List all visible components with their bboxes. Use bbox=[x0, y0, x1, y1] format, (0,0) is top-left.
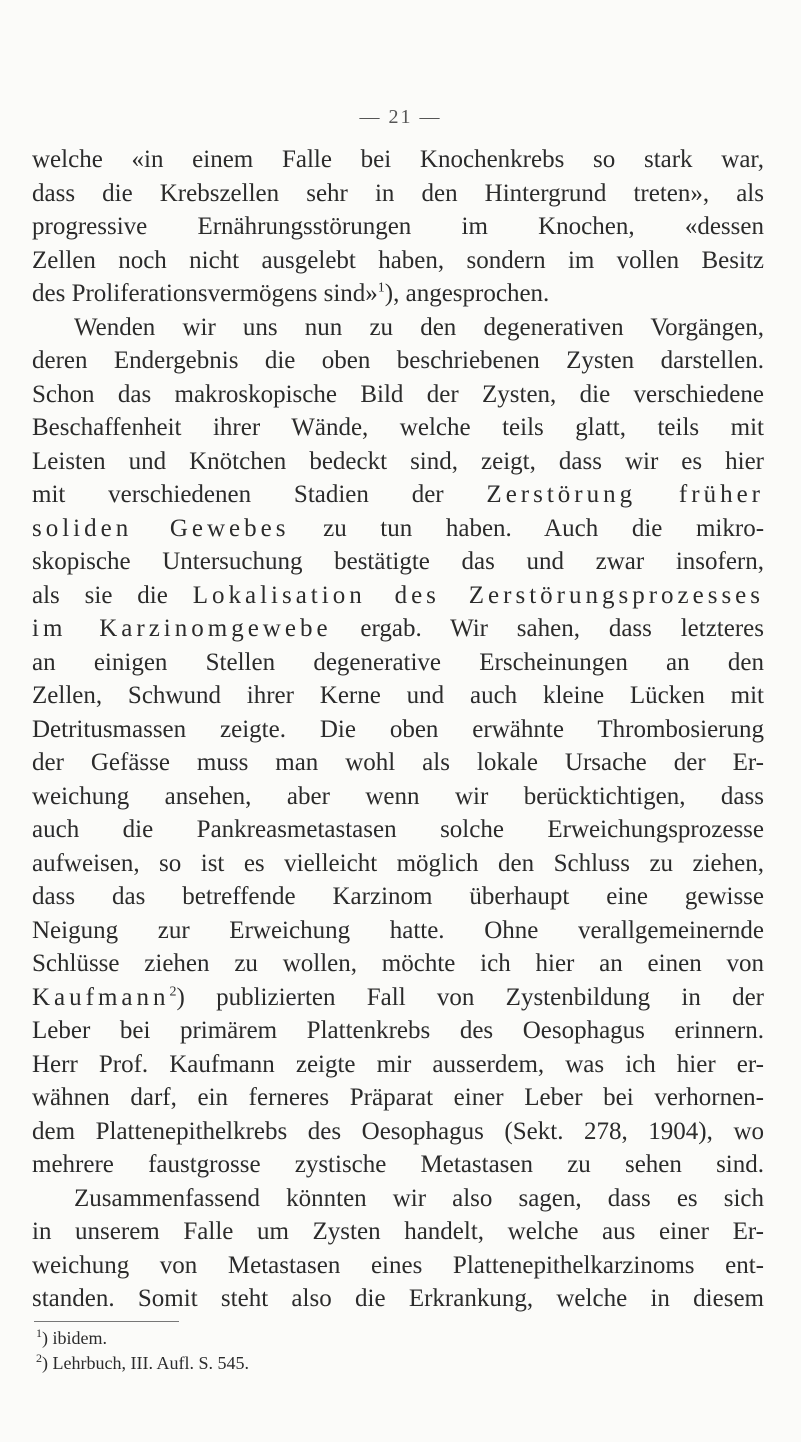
text-line: dass die Krebszellen sehr in den Hintergrund treten», als bbox=[32, 179, 764, 207]
text-line: deren Endergebnis die oben beschriebenen Zysten darstellen. bbox=[32, 347, 764, 374]
text-fragment: ) publizierten Fall von Zystenbildung in der bbox=[176, 983, 764, 1011]
text-line: Zellen noch nicht ausgelebt haben, sondern im vollen Besitz bbox=[32, 246, 764, 274]
text-fragment: ), angesprochen. bbox=[384, 280, 550, 307]
text-line: der Gefässe muss man wohl als lokale Ursache der Er- bbox=[32, 749, 764, 776]
text-line: weichung ansehen, aber wenn wir berücktichtigen, dass bbox=[32, 782, 764, 810]
text-line: Leber bei primärem Plattenkrebs des Oesophagus erinnern. bbox=[32, 1017, 764, 1044]
text-line bbox=[32, 512, 764, 546]
footnote bbox=[36, 1326, 736, 1351]
text-line: Leisten und Knötchen bedeckt sind, zeigt, dass wir es hier bbox=[32, 447, 764, 475]
text-line bbox=[32, 981, 764, 1015]
text-line: welche «in einem Falle bei Knochenkrebs so stark war, bbox=[32, 146, 764, 173]
footnote-text: ) Lehrbuch, III. Aufl. S. 545. bbox=[42, 1353, 249, 1373]
body-text bbox=[32, 143, 764, 1316]
text-line: Wenden wir uns nun zu den degenerativen Vorgängen, bbox=[74, 313, 764, 341]
text-line: Neigung zur Erweichung hatte. Ohne verallgemeinernde bbox=[32, 916, 764, 944]
footnote-text: ) ibidem. bbox=[42, 1328, 107, 1348]
text-line: aufweisen, so ist es vielleicht möglich den Schluss zu ziehen, bbox=[32, 849, 764, 877]
text-fragment: zu tun haben. Auch die mikro- bbox=[323, 514, 765, 542]
text-line: Detritusmassen zeigte. Die oben erwähnte Thrombosierung bbox=[32, 715, 764, 743]
footnotes bbox=[36, 1326, 736, 1376]
text-line: an einigen Stellen degenerative Erscheinungen an den bbox=[32, 648, 764, 676]
text-line: progressive Ernährungsstörungen im Knochen, «dessen bbox=[32, 213, 764, 240]
text-line: dass das betreffende Karzinom überhaupt eine gewisse bbox=[32, 883, 764, 910]
text-line: in unserem Falle um Zysten handelt, welche aus einer Er- bbox=[32, 1218, 764, 1245]
text-line: skopische Untersuchung bestätigte das und zwar insofern, bbox=[32, 548, 764, 575]
spaced-emphasis: Lokalisation des Zerstörungsprozesses bbox=[192, 581, 764, 609]
footnote-number: 2 bbox=[36, 1351, 42, 1365]
text-line: Zusammenfassend könnten wir also sagen, dass es sich bbox=[74, 1184, 764, 1212]
text-fragment: des Proliferationsvermögens sind» bbox=[32, 280, 378, 307]
text-line: Zellen, Schwund ihrer Kerne und auch kleine Lücken mit bbox=[32, 682, 764, 709]
spaced-emphasis: früher bbox=[678, 481, 764, 508]
spaced-emphasis: soliden Gewebes bbox=[32, 514, 290, 542]
text-line: Schlüsse ziehen zu wollen, möchte ich hier an einen von bbox=[32, 950, 764, 977]
text-line: Herr Prof. Kaufmann zeigte mir ausserdem, was ich hier er- bbox=[32, 1050, 764, 1078]
footnote-divider bbox=[34, 1321, 179, 1322]
footnote-number: 1 bbox=[36, 1326, 42, 1340]
text-line bbox=[32, 277, 764, 311]
footnote bbox=[36, 1351, 736, 1376]
text-line: auch die Pankreasmetastasen solche Erweichungsprozesse bbox=[32, 816, 764, 843]
text-line: mehrere faustgrosse zystische Metastasen zu sehen sind. bbox=[32, 1151, 764, 1178]
text-fragment: ergab. Wir sahen, dass letzteres bbox=[360, 615, 764, 642]
text-line bbox=[32, 579, 764, 613]
text-line: weichung von Metastasen eines Plattenepithelkarzinoms ent- bbox=[32, 1251, 764, 1279]
text-line bbox=[32, 478, 764, 512]
text-fragment: als sie die bbox=[32, 581, 168, 609]
text-fragment: mit verschiedenen Stadien der bbox=[32, 481, 444, 508]
text-line: Beschaffenheit ihrer Wände, welche teils glatt, teils mit bbox=[32, 414, 764, 441]
text-line: dem Plattenepithelkrebs des Oesophagus (Sekt. 278, 1904), wo bbox=[32, 1117, 764, 1145]
text-line bbox=[32, 612, 764, 646]
page-number: — 21 — bbox=[359, 106, 442, 128]
text-line: Schon das makroskopische Bild der Zysten, die verschiedene bbox=[32, 380, 764, 408]
text-line: standen. Somit steht also die Erkrankung, welche in diesem bbox=[32, 1285, 764, 1312]
text-line: wähnen darf, ein ferneres Präparat einer Leber bei verhornen- bbox=[32, 1084, 764, 1111]
spaced-emphasis: im Karzinomgewebe bbox=[32, 615, 332, 642]
spaced-emphasis: Zerstörung bbox=[486, 481, 637, 508]
spaced-emphasis: Kaufmann bbox=[32, 983, 170, 1011]
footnote-mark: 2 bbox=[169, 984, 177, 1000]
footnote-mark: 1 bbox=[377, 280, 385, 296]
